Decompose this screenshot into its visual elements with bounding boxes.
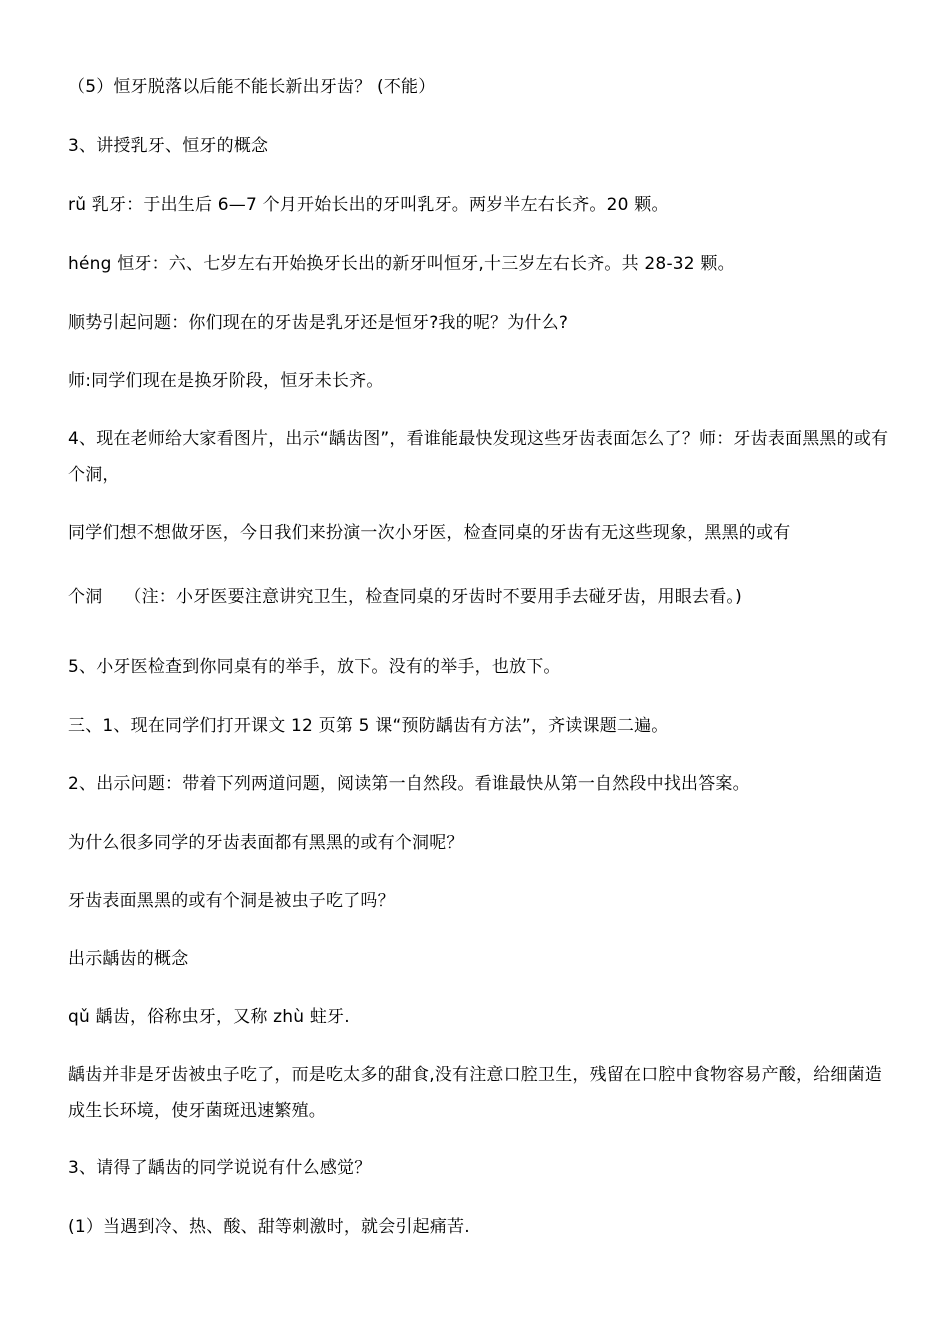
text-line: 牙齿表面黑黑的或有个洞是被虫子吃了吗？ bbox=[68, 891, 395, 911]
note-text: （注：小牙医要注意讲究卫生，检查同桌的牙齿时不要用手去碰牙齿，用眼去看。) bbox=[124, 587, 742, 607]
text-line: 顺势引起问题：你们现在的牙齿是乳牙还是恒牙?我的呢？为什么? bbox=[68, 313, 569, 333]
text-line: (1）当遇到冷、热、酸、甜等刺激时，就会引起痛苦. bbox=[68, 1217, 470, 1237]
text-line: 三、1、现在同学们打开课文 12 页第 5 课“预防龋齿有方法”，齐读课题二遍。 bbox=[68, 716, 669, 736]
text-line: 为什么很多同学的牙齿表面都有黑黑的或有个洞呢？ bbox=[68, 833, 464, 853]
text-line: 3、讲授乳牙、恒牙的概念 bbox=[68, 136, 269, 156]
text-line: 同学们想不想做牙医，今日我们来扮演一次小牙医，检查同桌的牙齿有无这些现象，黑黑的或有 bbox=[68, 523, 791, 543]
text-line: rǔ 乳牙：于出生后 6—7 个月开始长出的牙叫乳牙。两岁半左右长齐。20 颗。 bbox=[68, 195, 669, 215]
text-line: 5、小牙医检查到你同桌有的举手，放下。没有的举手，也放下。 bbox=[68, 657, 561, 677]
text-fragment: 个洞 bbox=[68, 587, 103, 607]
text-line: 3、请得了龋齿的同学说说有什么感觉？ bbox=[68, 1158, 372, 1178]
text-line: （5）恒牙脱落以后能不能长新出牙齿？ (不能） bbox=[68, 77, 436, 97]
text-line: 师:同学们现在是换牙阶段，恒牙未长齐。 bbox=[68, 371, 384, 391]
text-paragraph: 4、现在老师给大家看图片，出示“龋齿图”，看谁能最快发现这些牙齿表面怎么了？师：牙齿表面黑黑的或有个洞， bbox=[68, 429, 889, 485]
text-line: héng 恒牙：六、七岁左右开始换牙长出的新牙叫恒牙,十三岁左右长齐。共 28-32 颗。 bbox=[68, 254, 735, 274]
text-line: 出示龋齿的概念 bbox=[68, 949, 189, 969]
text-line: qǔ 龋齿，俗称虫牙，又称 zhù 蛀牙. bbox=[68, 1007, 350, 1027]
text-paragraph: 龋齿并非是牙齿被虫子吃了，而是吃太多的甜食,没有注意口腔卫生，残留在口腔中食物容易产酸，给细菌造成生长环境，使牙菌斑迅速繁殖。 bbox=[68, 1065, 883, 1121]
text-line: 2、出示问题：带着下列两道问题，阅读第一自然段。看谁最快从第一自然段中找出答案。 bbox=[68, 774, 750, 794]
text-line bbox=[68, 582, 898, 612]
